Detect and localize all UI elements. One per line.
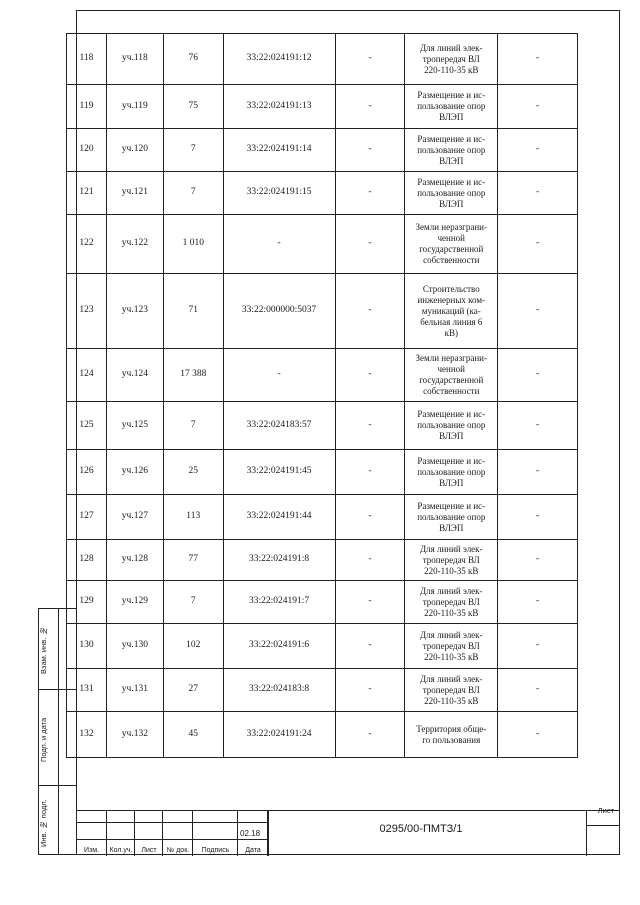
- permitted-use-line: ченной: [437, 364, 465, 374]
- plot-area: 102: [163, 624, 223, 669]
- plot-id: уч.129: [106, 581, 163, 624]
- row-number: 125: [67, 402, 107, 450]
- permitted-use: [405, 495, 498, 540]
- header-kol-uch: Кол.уч.: [109, 847, 133, 854]
- plot-area: 7: [163, 581, 223, 624]
- row-number: 120: [67, 129, 107, 172]
- plot-id: уч.118: [106, 34, 163, 85]
- table-row: [67, 172, 578, 215]
- table-row: [67, 669, 578, 712]
- row-number: 129: [67, 581, 107, 624]
- dash-cell: -: [335, 495, 405, 540]
- dash-cell: -: [335, 402, 405, 450]
- permitted-use-line: Земли неразграни-: [415, 222, 487, 232]
- note-cell: -: [498, 495, 578, 540]
- permitted-use-line: тропередач ВЛ: [422, 53, 480, 64]
- permitted-use-line: ВЛЭП: [439, 112, 464, 122]
- plot-id: уч.119: [106, 85, 163, 129]
- plot-id: уч.132: [106, 712, 163, 758]
- plot-area: 113: [163, 495, 223, 540]
- side-stamp-divider: [39, 785, 76, 786]
- permitted-use: [405, 85, 498, 129]
- cadastral-number: 33:22:024191:13: [223, 85, 335, 129]
- dash-cell: -: [335, 669, 405, 712]
- table-row: [67, 624, 578, 669]
- permitted-use-line: Для линий элек-: [419, 585, 483, 596]
- title-block-cell: [135, 823, 163, 840]
- permitted-use-line: собственности: [423, 386, 480, 396]
- note-cell: -: [498, 34, 578, 85]
- plot-id: уч.128: [106, 540, 163, 581]
- permitted-use-line: Строительство: [422, 283, 480, 294]
- dash-cell: -: [335, 34, 405, 85]
- permitted-use-line: пользование опор: [417, 144, 486, 155]
- plot-area: 75: [163, 85, 223, 129]
- permitted-use-line: Для линий элек-: [419, 673, 483, 684]
- permitted-use-line: тропередач ВЛ: [422, 640, 480, 651]
- permitted-use-line: ВЛЭП: [439, 198, 464, 209]
- permitted-use: [405, 450, 498, 495]
- permitted-use-line: тропередач ВЛ: [422, 554, 480, 565]
- permitted-use-line: Размещение и ис-: [417, 409, 486, 419]
- note-cell: -: [498, 402, 578, 450]
- cadastral-number: 33:22:024191:12: [223, 34, 335, 85]
- note-cell: -: [498, 581, 578, 624]
- row-number: 118: [67, 34, 107, 85]
- header-podpis: Подпись: [201, 847, 230, 854]
- dash-cell: -: [335, 450, 405, 495]
- permitted-use: [405, 712, 498, 758]
- plot-area: 7: [163, 172, 223, 215]
- dash-cell: -: [335, 172, 405, 215]
- title-block-cell: [163, 811, 193, 823]
- cadastral-number: 33:22:024191:8: [223, 540, 335, 581]
- permitted-use-line: Размещение и ис-: [417, 133, 486, 144]
- permitted-use-line: бельная линия 6: [420, 316, 483, 327]
- row-number: 126: [67, 450, 107, 495]
- table-row: [67, 34, 578, 85]
- dash-cell: -: [335, 129, 405, 172]
- dash-cell: -: [335, 215, 405, 274]
- title-block-cell: [107, 823, 135, 840]
- cadastral-number: 33:22:000000:5037: [223, 274, 335, 349]
- plot-id: уч.121: [106, 172, 163, 215]
- permitted-use-line: муникаций (ка-: [421, 305, 481, 316]
- permitted-use-line: Размещение и ис-: [417, 500, 486, 511]
- permitted-use-line: Для линий элек-: [419, 42, 483, 53]
- permitted-use-line: 220-110-35 кВ: [424, 64, 479, 75]
- cadastral-number: 33:22:024191:15: [223, 172, 335, 215]
- permitted-use-line: государственной: [419, 375, 484, 385]
- title-block-cell: [163, 823, 193, 840]
- table-row: [67, 85, 578, 129]
- row-number: 124: [67, 349, 107, 402]
- plot-id: уч.120: [106, 129, 163, 172]
- permitted-use-line: пользование опор: [417, 187, 486, 198]
- row-number: 121: [67, 172, 107, 215]
- title-block: [76, 806, 620, 856]
- table-row: [67, 402, 578, 450]
- permitted-use-line: 220-110-35 кВ: [424, 695, 479, 706]
- cadastral-number: 33:22:024191:45: [223, 450, 335, 495]
- plot-id: уч.131: [106, 669, 163, 712]
- permitted-use-line: собственности: [423, 255, 480, 265]
- note-cell: -: [498, 129, 578, 172]
- dash-cell: -: [335, 712, 405, 758]
- vzam-inv-label: Взам. инв. №: [39, 626, 48, 674]
- table-row: [67, 450, 578, 495]
- title-block-cell: [76, 811, 107, 823]
- permitted-use-line: тропередач ВЛ: [422, 684, 480, 695]
- plot-area: 25: [163, 450, 223, 495]
- dash-cell: -: [335, 85, 405, 129]
- header-nom-dok: № док.: [166, 847, 190, 854]
- plot-area: 7: [163, 402, 223, 450]
- permitted-use-line: ченной: [437, 233, 465, 243]
- plot-id: уч.130: [106, 624, 163, 669]
- document-number: 0295/00-ПМТЗ/1: [379, 823, 463, 835]
- permitted-use: [405, 129, 498, 172]
- permitted-use-line: 220-110-35 кВ: [424, 607, 479, 618]
- header-list: Лист: [141, 847, 157, 854]
- plot-area: 27: [163, 669, 223, 712]
- row-number: 127: [67, 495, 107, 540]
- plot-area: 76: [163, 34, 223, 85]
- row-number: 123: [67, 274, 107, 349]
- permitted-use-line: Земли неразграни-: [415, 353, 487, 363]
- permitted-use: [405, 349, 498, 402]
- permitted-use-line: ВЛЭП: [439, 431, 464, 441]
- note-cell: -: [498, 172, 578, 215]
- plot-area: 17 388: [163, 349, 223, 402]
- permitted-use-line: тропередач ВЛ: [422, 596, 480, 607]
- title-block-cell: [76, 823, 107, 840]
- permitted-use-line: ВЛЭП: [439, 155, 464, 166]
- revision-date: 02.18: [240, 829, 261, 838]
- cadastral-number: -: [223, 215, 335, 274]
- note-cell: -: [498, 85, 578, 129]
- table-row: [67, 129, 578, 172]
- row-number: 130: [67, 624, 107, 669]
- podp-data-label: Подп. и дата: [39, 717, 48, 763]
- title-block-cell: [107, 811, 135, 823]
- permitted-use: [405, 172, 498, 215]
- plot-id: уч.125: [106, 402, 163, 450]
- sheet-label: Лист: [597, 806, 614, 815]
- permitted-use: [405, 624, 498, 669]
- dash-cell: -: [335, 624, 405, 669]
- permitted-use-line: Территория обще-: [416, 723, 487, 734]
- plot-id: уч.124: [106, 349, 163, 402]
- cadastral-number: 33:22:024191:44: [223, 495, 335, 540]
- permitted-use-line: кВ): [444, 327, 458, 338]
- dash-cell: -: [335, 581, 405, 624]
- cadastral-number: 33:22:024191:24: [223, 712, 335, 758]
- plot-area: 1 010: [163, 215, 223, 274]
- permitted-use: [405, 669, 498, 712]
- permitted-use-line: 220-110-35 кВ: [424, 565, 479, 576]
- plot-area: 7: [163, 129, 223, 172]
- permitted-use-line: Размещение и ис-: [417, 455, 486, 466]
- plot-id: уч.123: [106, 274, 163, 349]
- cadastral-number: 33:22:024191:6: [223, 624, 335, 669]
- table-row: [67, 712, 578, 758]
- permitted-use: [405, 215, 498, 274]
- cadastral-number: -: [223, 349, 335, 402]
- plot-area: 45: [163, 712, 223, 758]
- cadastral-number: 33:22:024191:7: [223, 581, 335, 624]
- title-block-divider: [586, 811, 587, 856]
- permitted-use-line: Размещение и ис-: [417, 176, 486, 187]
- plot-id: уч.127: [106, 495, 163, 540]
- permitted-use-line: инженерных ком-: [417, 294, 486, 305]
- cadastral-number: 33:22:024183:57: [223, 402, 335, 450]
- note-cell: -: [498, 215, 578, 274]
- row-number: 119: [67, 85, 107, 129]
- note-cell: -: [498, 450, 578, 495]
- plot-id: уч.122: [106, 215, 163, 274]
- note-cell: -: [498, 274, 578, 349]
- table-row: [67, 581, 578, 624]
- table-row: [67, 215, 578, 274]
- table-row: [67, 349, 578, 402]
- permitted-use: [405, 274, 498, 349]
- plot-id: уч.126: [106, 450, 163, 495]
- row-number: 132: [67, 712, 107, 758]
- permitted-use: [405, 540, 498, 581]
- permitted-use-line: Размещение и ис-: [417, 90, 486, 100]
- permitted-use-line: пользование опор: [417, 466, 486, 477]
- header-data: Дата: [245, 847, 261, 854]
- title-block-divider: [268, 811, 269, 856]
- title-block-cell: [193, 823, 238, 840]
- permitted-use: [405, 34, 498, 85]
- cadastral-number: 33:22:024191:14: [223, 129, 335, 172]
- note-cell: -: [498, 669, 578, 712]
- plot-area: 77: [163, 540, 223, 581]
- permitted-use-line: государственной: [419, 244, 484, 254]
- plot-area: 71: [163, 274, 223, 349]
- permitted-use: [405, 581, 498, 624]
- title-block-cell: [193, 811, 238, 823]
- inv-podl-label: Инв. № подл.: [39, 799, 48, 847]
- row-number: 131: [67, 669, 107, 712]
- permitted-use-line: Для линий элек-: [419, 543, 483, 554]
- permitted-use: [405, 402, 498, 450]
- dash-cell: -: [335, 274, 405, 349]
- note-cell: -: [498, 624, 578, 669]
- table-row: [67, 540, 578, 581]
- plots-table: [66, 33, 578, 758]
- permitted-use-line: пользование опор: [417, 101, 486, 111]
- title-block-divider: [586, 825, 620, 826]
- table-row: [67, 274, 578, 349]
- title-block-cell: [135, 811, 163, 823]
- row-number: 122: [67, 215, 107, 274]
- note-cell: -: [498, 349, 578, 402]
- note-cell: -: [498, 540, 578, 581]
- permitted-use-line: Для линий элек-: [419, 629, 483, 640]
- table-row: [67, 495, 578, 540]
- row-number: 128: [67, 540, 107, 581]
- dash-cell: -: [335, 349, 405, 402]
- permitted-use-line: 220-110-35 кВ: [424, 651, 479, 662]
- permitted-use-line: ВЛЭП: [439, 522, 464, 533]
- permitted-use-line: пользование опор: [417, 511, 486, 522]
- permitted-use-line: пользование опор: [417, 420, 486, 430]
- permitted-use-line: го пользования: [422, 734, 481, 745]
- title-block-cell: [238, 811, 268, 823]
- note-cell: -: [498, 712, 578, 758]
- cadastral-number: 33:22:024183:8: [223, 669, 335, 712]
- dash-cell: -: [335, 540, 405, 581]
- permitted-use-line: ВЛЭП: [439, 477, 464, 488]
- header-izm: Изм.: [84, 847, 99, 854]
